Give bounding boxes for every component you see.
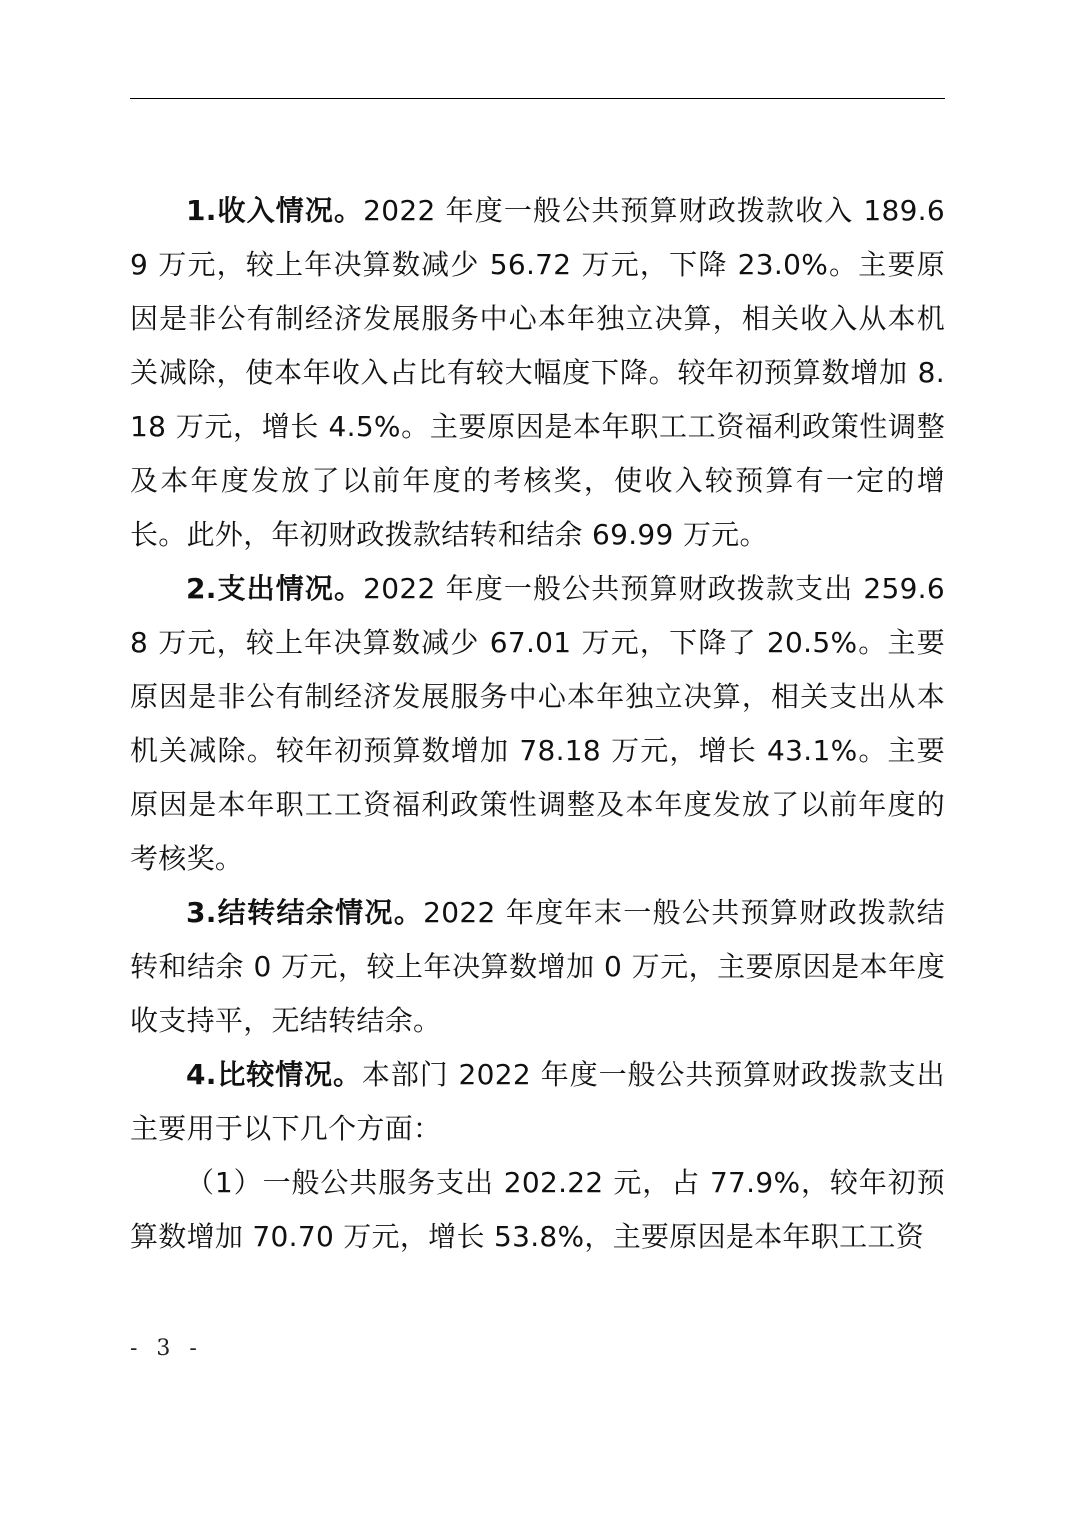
paragraph-text: （1）一般公共服务支出 202.22 元，占 77.9%，较年初预算数增加 70.70 万元，增长 53.8%，主要原因是本年职工工资 <box>130 1166 945 1253</box>
paragraph-lead: 4.比较情况。 <box>186 1058 362 1091</box>
paragraph-lead: 3.结转结余情况。 <box>186 896 424 929</box>
paragraph-item-1 <box>130 1156 945 1264</box>
paragraph-income <box>130 184 945 562</box>
paragraph-carryover <box>130 886 945 1048</box>
paragraph-text: 2022 年度一般公共预算财政拨款收入 189.69 万元，较上年决算数减少 56.72 万元，下降 23.0%。主要原因是非公有制经济发展服务中心本年独立决算，相关收入从本机关减除，使本年收入占比有较大幅度下降。较年初预算数增加 8.18 万元，增长 4.5%。主要原因是本年职工工资福利政策性调整及本年度发放了以前年度的考核奖，使收入较预算有一定的增长。此外，年初财政拨款结转和结余 69.99 万元。 <box>130 194 945 551</box>
paragraph-text: 本部门 2022 年度一般公共预算财政拨款支出主要用于以下几个方面： <box>130 1058 945 1145</box>
paragraph-comparison <box>130 1048 945 1156</box>
paragraph-text: 2022 年度一般公共预算财政拨款支出 259.68 万元，较上年决算数减少 67.01 万元，下降了 20.5%。主要原因是非公有制经济发展服务中心本年独立决算，相关支出从本机关减除。较年初预算数增加 78.18 万元，增长 43.1%。主要原因是本年职工工资福利政策性调整及本年度发放了以前年度的考核奖。 <box>130 572 945 875</box>
document-body <box>130 184 945 1264</box>
paragraph-text: 2022 年度年末一般公共预算财政拨款结转和结余 0 万元，较上年决算数增加 0 万元，主要原因是本年度收支持平，无结转结余。 <box>130 896 945 1037</box>
header-rule <box>130 98 945 99</box>
paragraph-lead: 1.收入情况。 <box>186 194 364 227</box>
paragraph-lead: 2.支出情况。 <box>186 572 364 605</box>
page-number: - 3 - <box>130 1336 203 1361</box>
paragraph-expenditure <box>130 562 945 886</box>
